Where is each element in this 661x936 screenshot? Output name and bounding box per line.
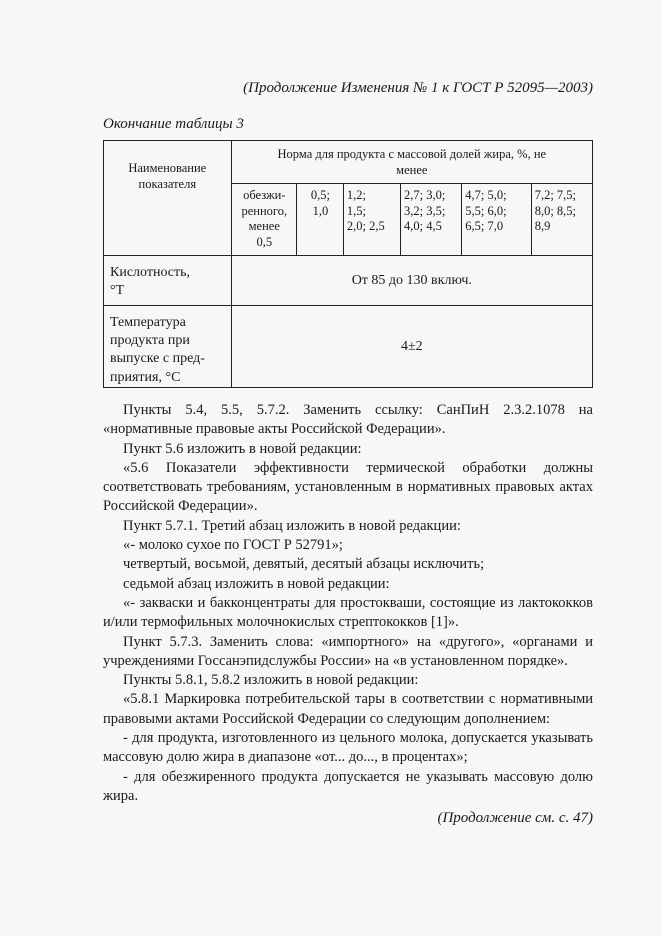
row-name-acidity: Кислотность, °Т [104, 256, 232, 306]
paragraph: «5.6 Показатели эффективности термической обработки должны соответствовать требованиям, установленным в нормативных правовых актах Российской Федерации». [103, 459, 593, 515]
row-name-temperature: Температура продукта при выпуске с пред- приятия, °С [104, 306, 232, 388]
row-value-acidity: От 85 до 130 включ. [231, 256, 592, 306]
table-header-row [104, 141, 593, 184]
subheader-fat-5: 7,2; 7,5; 8,0; 8,5; 8,9 [531, 184, 592, 256]
subheader-fat-4: 4,7; 5,0; 5,5; 6,0; 6,5; 7,0 [462, 184, 531, 256]
continuation-footer: (Продолжение см. с. 47) [437, 810, 593, 826]
paragraph: «- молоко сухое по ГОСТ Р 52791»; [123, 537, 343, 554]
column-header-name: Наименование показателя [104, 141, 232, 256]
table-caption: Окончание таблицы 3 [103, 116, 244, 132]
paragraph: Пункт 5.7.1. Третий абзац изложить в новой редакции: [123, 517, 461, 534]
row-value-temperature: 4±2 [231, 306, 592, 388]
paragraph: Пункт 5.7.3. Заменить слова: «импортного» на «другого», «органами и учреждениями Госсанэпидслужбы России» на «в установленном порядке». [103, 633, 593, 669]
paragraph: - для продукта, изготовленного из цельного молока, допускается указывать массовую долю жира в диапазоне «от... до..., в процентах»; [103, 730, 593, 766]
subheader-fat-2: 1,2; 1,5; 2,0; 2,5 [343, 184, 400, 256]
subheader-fat-1: 0,5; 1,0 [296, 184, 343, 256]
paragraph: седьмой абзац изложить в новой редакции: [123, 575, 390, 592]
table-row [104, 256, 593, 306]
paragraph: четвертый, восьмой, девятый, десятый абзацы исключить; [123, 556, 485, 573]
paragraph: Пункты 5.4, 5.5, 5.7.2. Заменить ссылку: СанПиН 2.3.2.1078 на «нормативные правовые акты Российской Федерации». [103, 402, 593, 438]
paragraph: Пункты 5.8.1, 5.8.2 изложить в новой редакции: [123, 672, 419, 689]
amendment-text [103, 401, 593, 806]
subheader-fat-3: 2,7; 3,0; 3,2; 3,5; 4,0; 4,5 [401, 184, 462, 256]
paragraph: - для обезжиренного продукта допускается не указывать массовую долю жира. [103, 768, 593, 804]
table-row [104, 306, 593, 388]
paragraph: «- закваски и бакконцентраты для простокваши, состоящие из лактококков и/или термофильных молочнокислых стрептококков [1]». [103, 594, 593, 631]
subheader-skim: обезжи- ренного, менее 0,5 [231, 184, 296, 256]
paragraph: «5.8.1 Маркировка потребительской тары в соответствии с нормативными правовыми актами Российской Федерации со следующим дополнением: [103, 691, 593, 727]
continuation-header: (Продолжение Изменения № 1 к ГОСТ Р 52095—2003) [243, 80, 593, 96]
column-header-norm: Норма для продукта с массовой долей жира, %, не менее [231, 141, 592, 184]
norms-table [103, 140, 593, 388]
paragraph: Пункт 5.6 изложить в новой редакции: [123, 440, 362, 457]
